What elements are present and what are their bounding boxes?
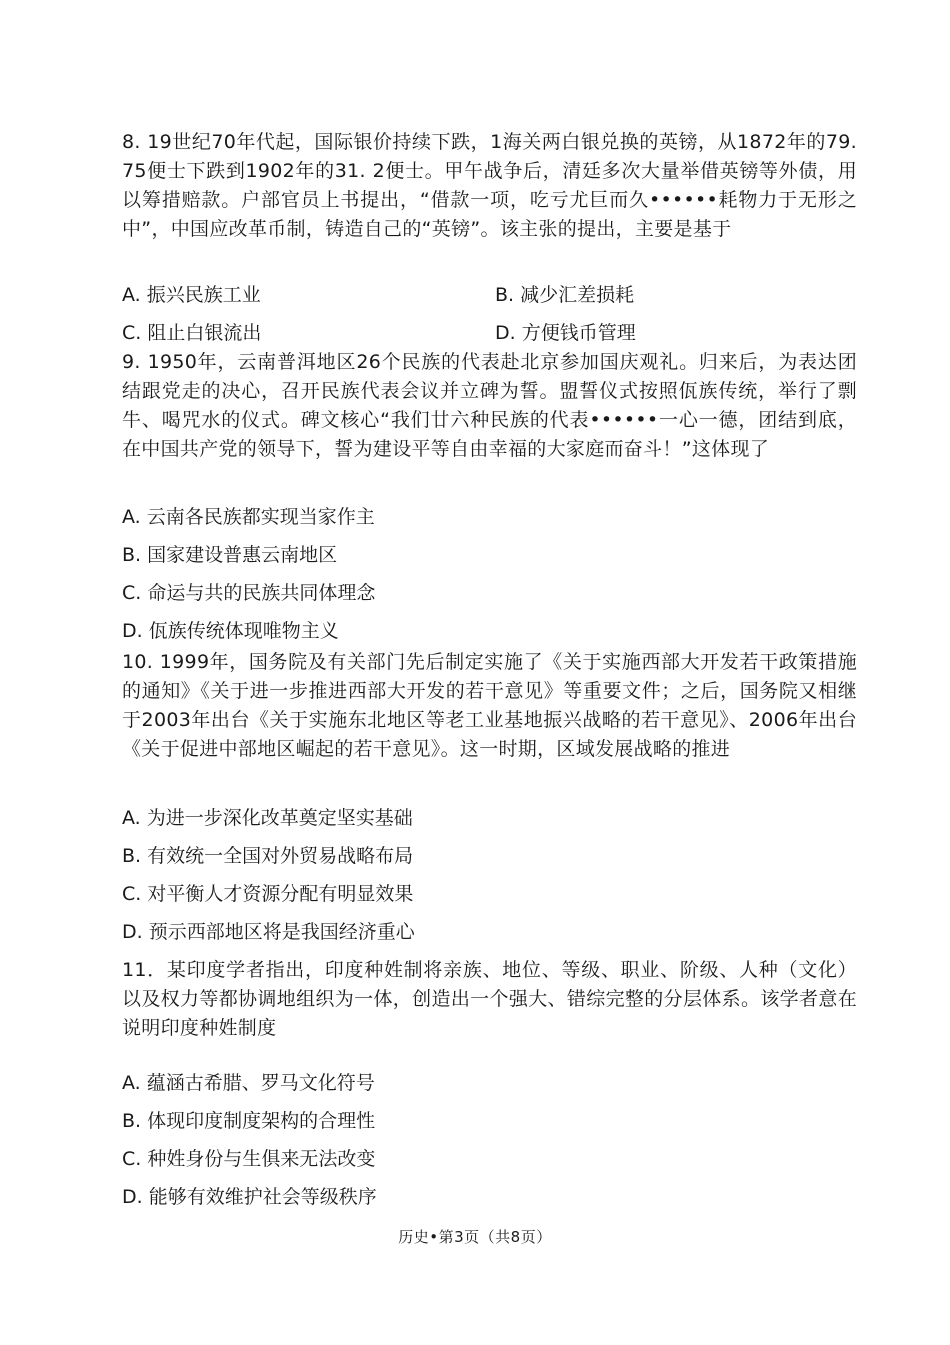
question-11-stem: 11．某印度学者指出，印度种姓制将亲族、地位、等级、职业、阶级、人种（文化）以及权力等都协调地组织为一体，创造出一个强大、错综完整的分层体系。该学者意在说明印度种姓制度 [122,959,857,1039]
question-11-option-d: D. 能够有效维护社会等级秩序 [122,1186,377,1208]
question-10-option-c: C. 对平衡人才资源分配有明显效果 [122,883,414,905]
question-11-option-c: C. 种姓身份与生俱来无法改变 [122,1148,376,1170]
question-8-option-c: C. 阻止白银流出 [122,322,262,344]
question-11-option-a: A. 蕴涵古希腊、罗马文化符号 [122,1072,375,1094]
question-8-option-d: D. 方便钱币管理 [495,322,636,344]
question-8-option-a: A. 振兴民族工业 [122,284,261,306]
question-9-option-c: C. 命运与共的民族共同体理念 [122,582,376,604]
question-9-stem: 9. 1950年，云南普洱地区26个民族的代表赴北京参加国庆观礼。归来后，为表达团结跟党走的决心，召开民族代表会议并立碑为誓。盟誓仪式按照佤族传统，举行了剽牛、喝咒水的仪式。碑文核心“我们廿六种民族的代表••••••一心一德，团结到底，在中国共产党的领导下，誓为建设平等自由幸福的大家庭而奋斗！”这体现了 [122,351,857,460]
question-9-option-d: D. 佤族传统体现唯物主义 [122,620,339,642]
question-10-option-d: D. 预示西部地区将是我国经济重心 [122,921,415,943]
question-8-option-b: B. 减少汇差损耗 [495,284,635,306]
question-10-stem: 10. 1999年，国务院及有关部门先后制定实施了《关于实施西部大开发若干政策措施的通知》《关于进一步推进西部大开发的若干意见》等重要文件；之后，国务院又相继于2003年出台《关于实施东北地区等老工业基地振兴战略的若干意见》、2006年出台《关于促进中部地区崛起的若干意见》。这一时期，区域发展战略的推进 [122,651,857,760]
question-10-option-b: B. 有效统一全国对外贸易战略布局 [122,845,414,867]
question-9-option-b: B. 国家建设普惠云南地区 [122,544,338,566]
question-9-option-a: A. 云南各民族都实现当家作主 [122,506,375,528]
page-footer: 历史•第3页（共8页） [398,1228,552,1246]
question-10-option-a: A. 为进一步深化改革奠定坚实基础 [122,807,413,829]
question-11-option-b: B. 体现印度制度架构的合理性 [122,1110,376,1132]
question-8-stem: 8. 19世纪70年代起，国际银价持续下跌，1海关两白银兑换的英镑，从1872年的79. 75便士下跌到1902年的31. 2便士。甲午战争后，清廷多次大量举借英镑等外债，用以筹措赔款。户部官员上书提出，“借款一项，吃亏尤巨而久••••••耗物力于无形之中”，中国应改革币制，铸造自己的“英镑”。该主张的提出，主要是基于 [122,131,857,240]
